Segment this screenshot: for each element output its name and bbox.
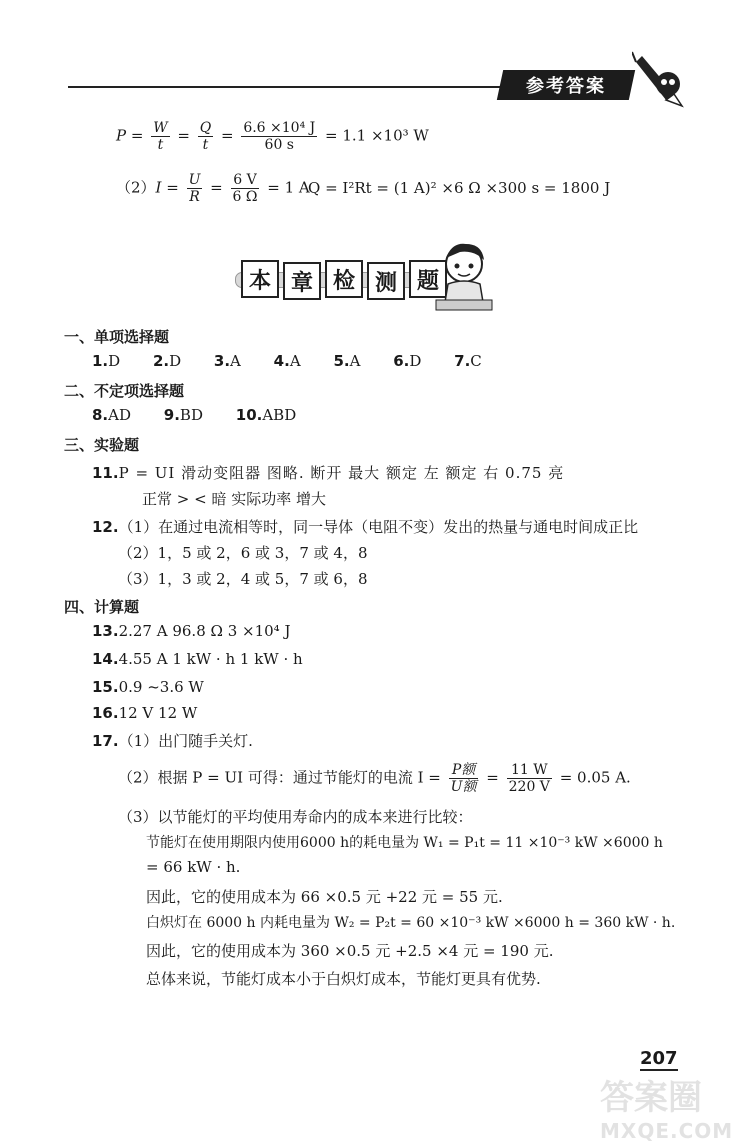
answer-15: 15.0.9 ~3.6 W [92,678,204,696]
section-2-heading: 二、不定项选择题 [64,382,185,400]
u-over-r: $\frac{U}{R}$ [188,172,201,205]
answer-4: 4.A [273,352,301,370]
answer-8: 8.AD [92,406,131,424]
badge-char-1: 本 [241,260,279,298]
answer-17-energy-saving-consumption: 节能灯在使用期限内使用6000 h的耗电量为 W₁ = P₁t = 11 ×10⁻³ kW ×6000 h [146,835,663,851]
eleven-watt-over-220v: $\frac{11 W}{220 V}$ [508,762,550,795]
watermark-logo-text: 答案圈 [600,1078,702,1118]
section-4-heading: 四、计算题 [64,598,140,616]
power-formula-line: P = $\frac{W}{t}$ = $\frac{Q}{t}$ = $\frac{\text{6.6 ×10⁴ J}}{60 s}$ = 1.1 ×10³ W [116,120,429,153]
answer-7: 7.C [454,352,482,370]
header-banner-text: 参考答案 [526,76,606,97]
answer-9: 9.BD [163,406,203,424]
power-value-fraction: $\frac{\text{6.6 ×10⁴ J}}{60 s}$ [243,120,316,153]
current-value-fraction: $\frac{6 V}{6 \Omega}$ [232,172,258,205]
section-1-answers [92,352,510,370]
current-formula-line: （2）I = $\frac{U}{R}$ = $\frac{6 V}{6 \Omega}$ = 1 A [116,172,310,205]
answer-14: 14.4.55 A 1 kW · h 1 kW · h [92,650,303,668]
header-banner [497,70,635,100]
section-1-heading: 一、单项选择题 [64,328,170,346]
answer-16: 16.12 V 12 W [92,704,198,722]
power-result: = 1.1 ×10³ W [325,126,429,145]
heat-formula: Q = I²Rt = (1 A)² ×6 Ω ×300 s = 1800 J [308,179,611,197]
answer-17-part-3-intro: （3）以节能灯的平均使用寿命内的成本来进行比较： [118,808,473,826]
answer-17-energy-saving-cost: 因此，它的使用成本为 66 ×0.5 元 +22 元 = 55 元. [146,888,503,906]
answer-17-energy-saving-total: = 66 kW · h. [146,858,241,876]
pencil-mascot-icon [632,48,692,108]
p-eq: P = [116,126,144,145]
badge-char-4: 测 [367,262,405,300]
answer-13: 13.2.27 A 96.8 Ω 3 ×10⁴ J [92,622,291,640]
header-rule [68,86,508,88]
answer-12-line-3: （3）1，3 或 2，4 或 5，7 或 6，8 [118,570,368,588]
answer-1: 1.D [92,352,121,370]
answer-11-line-2: 正常 > < 暗 实际功率 增大 [142,490,326,508]
watermark [600,1070,733,1143]
answer-10: 10.ABD [235,406,297,424]
badge-char-2: 章 [283,262,321,300]
badge-char-5: 题 [409,260,447,298]
answer-3: 3.A [213,352,241,370]
answer-17-conclusion: 总体来说，节能灯成本小于白炽灯成本，节能灯更具有优势. [146,970,541,988]
answer-11-line-1: 11.P = UI 滑动变阻器 图略. 断开 最大 额定 左 额定 右 0.75 亮 [92,464,565,482]
watermark-url: MXQE.COM [600,1119,734,1143]
kid-mascot-icon [430,238,500,316]
section-2-answers [92,406,324,424]
answer-17-incandescent-cost: 因此，它的使用成本为 360 ×0.5 元 +2.5 ×4 元 = 190 元. [146,942,554,960]
badge-char-3: 检 [325,260,363,298]
answer-17-incandescent-consumption: 白炽灯在 6000 h 内耗电量为 W₂ = P₂t = 60 ×10⁻³ kW ×6000 h = 360 kW · h. [146,915,676,931]
w-over-t: $\frac{W}{t}$ [153,120,168,153]
answer-6: 6.D [393,352,422,370]
answer-12-line-1: 12.（1）在通过电流相等时，同一导体（电阻不变）发出的热量与通电时间成正比 [92,518,639,536]
answer-12-line-2: （2）1，5 或 2，6 或 3，7 或 4，8 [118,544,368,562]
rated-power-over-voltage: $\frac{\text{P额}}{\text{U额}}$ [450,762,477,795]
section-3-heading: 三、实验题 [64,436,140,454]
answer-5: 5.A [333,352,361,370]
answer-2: 2.D [152,352,182,370]
q-over-t: $\frac{Q}{t}$ [199,120,212,153]
answer-17-part-2: （2）根据 P = UI 可得：通过节能灯的电流 I = $\frac{\text{P额}}{\text{U额}}$ = $\frac{11 W}{220 V}$ = 0.05 A. [118,762,631,795]
page-number: 207 [640,1048,678,1069]
answer-17-part-1: 17.（1）出门随手关灯. [92,732,253,750]
